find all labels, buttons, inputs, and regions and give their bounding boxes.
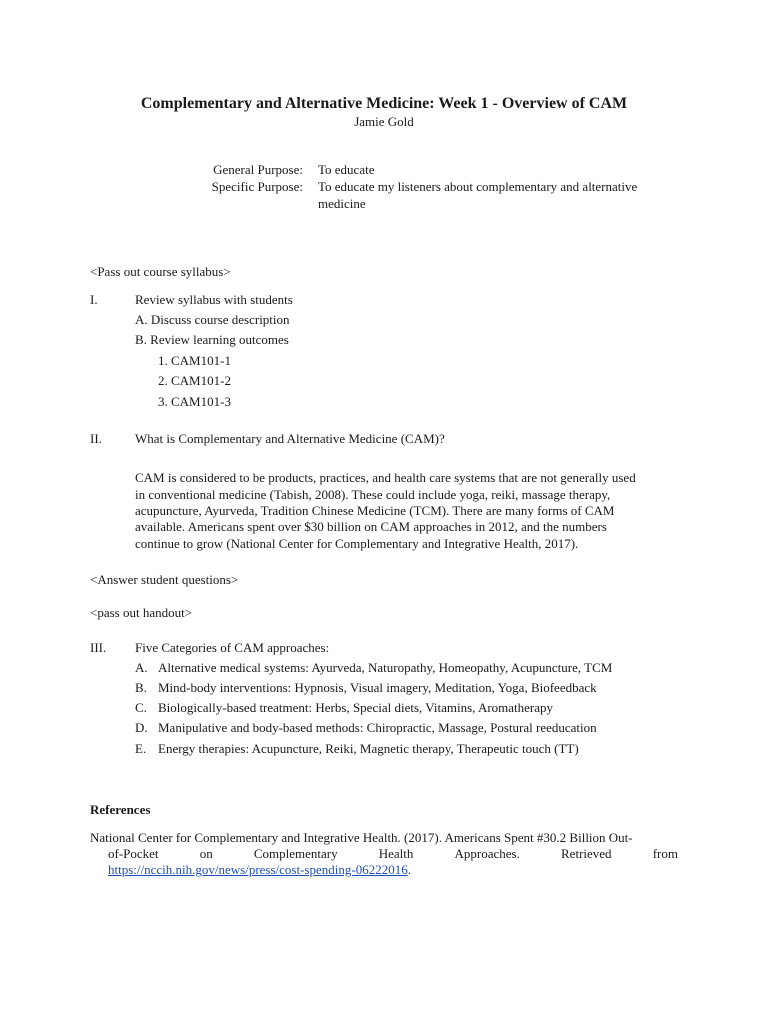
specific-purpose-label: Specific Purpose: (211, 179, 303, 194)
section3-item-c: Biologically-based treatment: Herbs, Special diets, Vitamins, Aromatherapy (158, 700, 554, 715)
section2-numeral: II. (90, 431, 102, 446)
section3-item-a: Alternative medical systems: Ayurveda, Naturopathy, Homeopathy, Acupuncture, TCM (158, 660, 613, 675)
stage-note-questions: <Answer student questions> (90, 572, 239, 587)
reference-line2 (108, 846, 678, 863)
section1-subitem-2: 2. CAM101-2 (158, 373, 231, 388)
author-name: Jamie Gold (354, 114, 414, 129)
section3-item-a-letter: A. (135, 660, 148, 675)
section3-heading: Five Categories of CAM approaches: (135, 640, 330, 655)
section3-item-b: Mind-body interventions: Hypnosis, Visual imagery, Meditation, Yoga, Biofeedback (158, 680, 597, 695)
section1-subitem-3: 3. CAM101-3 (158, 394, 231, 409)
section2-paragraph-line3: acupuncture, Ayurveda, Tradition Chinese Medicine (TCM). There are many forms of CAM (135, 503, 615, 518)
specific-purpose-value-line2: medicine (318, 196, 366, 211)
section3-item-d-letter: D. (135, 720, 148, 735)
specific-purpose-value-line1: To educate my listeners about complementary and alternative (318, 179, 638, 194)
reference-word: of-Pocket (108, 846, 159, 861)
reference-link[interactable]: https://nccih.nih.gov/news/press/cost-spending-06222016 (108, 862, 408, 877)
reference-word: Complementary (253, 846, 338, 861)
section3-item-e-letter: E. (135, 741, 147, 756)
reference-line1: National Center for Complementary and Integrative Health. (2017). Americans Spent #30.2 Billion Out- (90, 830, 633, 845)
section2-paragraph-line2: in conventional medicine (Tabish, 2008). These could include yoga, reiki, massage therapy, (135, 487, 611, 502)
section3-item-d: Manipulative and body-based methods: Chiropractic, Massage, Postural reeducation (158, 720, 597, 735)
stage-note-handout: <pass out handout> (90, 605, 193, 620)
section1-item-a: A. Discuss course description (135, 312, 290, 327)
section2-paragraph-line4: available. Americans spent over $30 billion on CAM approaches in 2012, and the numbers (135, 519, 607, 534)
section3-item-c-letter: C. (135, 700, 147, 715)
reference-link-suffix: . (407, 862, 411, 877)
section3-item-e: Energy therapies: Acupuncture, Reiki, Magnetic therapy, Therapeutic touch (TT) (158, 741, 579, 756)
section1-numeral: I. (90, 292, 98, 307)
section3-item-b-letter: B. (135, 680, 147, 695)
reference-line3 (108, 862, 411, 879)
reference-word: Retrieved (561, 846, 612, 861)
section3-numeral: III. (90, 640, 107, 655)
stage-note-syllabus: <Pass out course syllabus> (90, 264, 231, 279)
reference-word: Health (378, 846, 414, 861)
section2-paragraph-line1: CAM is considered to be products, practices, and health care systems that are not generally used (135, 470, 636, 485)
reference-word: on (199, 846, 213, 861)
reference-word: from (652, 846, 678, 861)
section2-paragraph-line5: continue to grow (National Center for Complementary and Integrative Health, 2017). (135, 536, 579, 551)
general-purpose-value: To educate (318, 162, 375, 177)
document-title: Complementary and Alternative Medicine: Week 1 - Overview of CAM (140, 95, 628, 112)
general-purpose-label: General Purpose: (213, 162, 303, 177)
section1-subitem-1: 1. CAM101-1 (158, 353, 231, 368)
section2-heading: What is Complementary and Alternative Medicine (CAM)? (135, 431, 445, 446)
section1-heading: Review syllabus with students (135, 292, 293, 307)
reference-word: Approaches. (454, 846, 520, 861)
references-heading: References (90, 802, 151, 817)
section1-item-b: B. Review learning outcomes (135, 332, 289, 347)
